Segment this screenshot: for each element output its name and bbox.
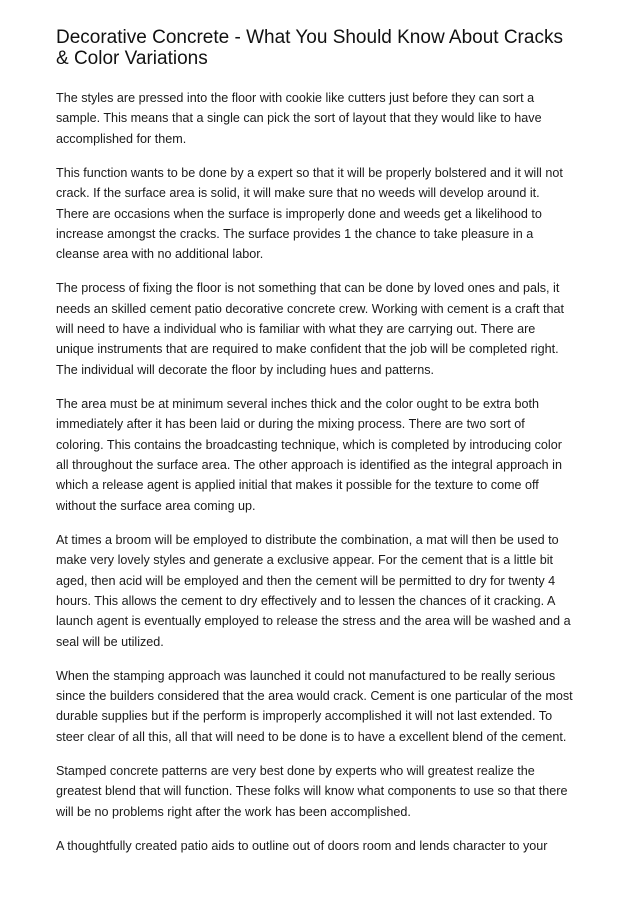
paragraph-4 xyxy=(56,394,598,516)
text-line: When the stamping approach was launched it could not manufactured to be really serious xyxy=(56,668,556,683)
paragraph-1 xyxy=(56,88,598,149)
text-line: Stamped concrete patterns are very best done by experts who will greatest realize the xyxy=(56,763,535,778)
text-line: make very lovely styles and generate a exclusive appear. For the cement that is a little bit xyxy=(56,553,554,568)
text-line: immediately after it has been laid or during the mixing process. There are two sort of xyxy=(56,417,525,432)
text-line: since the builders considered that the area would crack. Cement is one particular of the most xyxy=(56,689,573,704)
text-line: increase amongst the cracks. The surface provides 1 the chance to take pleasure in a xyxy=(56,226,534,241)
text-line: The area must be at minimum several inches thick and the color ought to be extra both xyxy=(56,396,540,411)
text-line: without the surface area coming up. xyxy=(56,498,256,513)
paragraph-5 xyxy=(56,530,598,652)
text-line: hours. This allows the cement to dry effectively and to lessen the chances of it cracking. A xyxy=(56,593,556,608)
text-line: aged, then acid will be employed and then the cement will be permitted to dry for twenty 4 xyxy=(56,573,556,588)
paragraph-7 xyxy=(56,761,598,822)
text-line: sample. This means that a single can pick the sort of layout that they would like to have xyxy=(56,111,542,126)
text-line: all throughout the surface area. The other approach is identified as the integral approach in xyxy=(56,458,562,472)
text-line: unique instruments that are required to make confident that the job will be completed right. xyxy=(56,342,559,357)
text-line: durable supplies but if the perform is improperly accomplished it will not last extended. To xyxy=(56,709,553,724)
text-line: At times a broom will be employed to distribute the combination, a mat will then be used to xyxy=(56,532,559,547)
text-line: will be no problems right after the work has been accomplished. xyxy=(56,804,411,819)
text-line: launch agent is eventually employed to release the stress and the area will be washed and a xyxy=(56,614,571,629)
text-line: accomplished for them. xyxy=(56,131,187,146)
text-line: crack. If the surface area is solid, it will make sure that no weeds will develop around it. xyxy=(56,186,540,201)
text-line: The process of fixing the floor is not something that can be done by loved ones and pals, it xyxy=(56,281,560,296)
text-line: steer clear of all this, all that will need to be done is to have a excellent blend of the cement. xyxy=(56,729,567,744)
text-line: The individual will decorate the floor by including hues and patterns. xyxy=(56,362,435,377)
text-line: This function wants to be done by a expert so that it will be properly bolstered and it will not xyxy=(56,165,563,180)
text-line: will need to have a individual who is familiar with what they are carrying out. There are xyxy=(56,322,536,337)
title-line: & Color Variations xyxy=(56,48,208,69)
text-line: coloring. This contains the broadcasting technique, which is completed by introducing color xyxy=(56,437,562,452)
text-line: which a release agent is applied initial that makes it possible for the texture to come off xyxy=(56,478,539,493)
title-line: Decorative Concrete - What You Should Know About Cracks xyxy=(56,27,563,48)
paragraph-3 xyxy=(56,278,598,380)
paragraph-6 xyxy=(56,666,598,748)
text-line: A thoughtfully created patio aids to outline out of doors room and lends character to your xyxy=(56,838,548,853)
text-line: needs an skilled cement patio decorative concrete crew. Working with cement is a craft that xyxy=(56,301,564,316)
text-line: seal will be utilized. xyxy=(56,634,164,649)
paragraph-2 xyxy=(56,163,598,265)
document-title xyxy=(56,27,598,69)
paragraph-8 xyxy=(56,836,598,856)
text-line: greatest blend that will function. These folks will know what components to use so that there xyxy=(56,784,568,799)
text-line: cleanse area with no additional labor. xyxy=(56,247,264,262)
text-line: There are occasions when the surface is improperly done and weeds get a likelihood to xyxy=(56,206,542,221)
text-line: The styles are pressed into the floor with cookie like cutters just before they can sort a xyxy=(56,91,535,105)
